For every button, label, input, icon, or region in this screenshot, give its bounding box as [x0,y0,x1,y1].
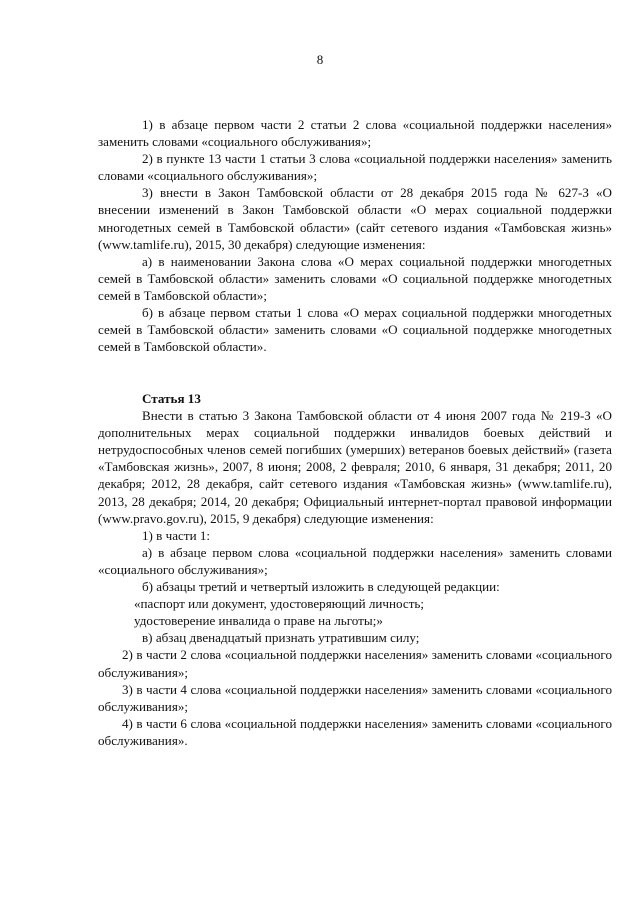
article-intro: Внести в статью 3 Закона Тамбовской области от 4 июня 2007 года № 219-З «О дополнительных мерах социальной поддержки инвалидов боевых действий и нетрудоспособных членов семей погибших (умерших) ветеранов боевых действий» (газета «Тамбовская жизнь», 2007, 8 июня; 2008, 2 февраля; 2010, 6 января, 31 декабря; 2011, 20 декабря; 2012, 28 декабря, сайт сетевого издания «Тамбовская жизнь» (www.tamlife.ru), 2013, 28 декабря; 2014, 20 декабря; Официальный интернет-портал правовой информации (www.pravo.gov.ru), 2015, 9 декабря) следующие изменения: [98,408,612,526]
list-subitem-c: в) абзац двенадцатый признать утратившим силу; [142,630,420,646]
article-heading: Статья 13 [142,391,201,406]
paragraph-subitem-a: а) в наименовании Закона слова «О мерах социальной поддержки многодетных семей в Тамбовской области» заменить словами «О социальной поддержке многодетных семей в Тамбовской области»; [98,253,612,303]
page-number: 8 [316,52,324,67]
paragraph-item-2: 2) в пункте 13 части 1 статьи 3 слова «социальной поддержки населения» заменить словами «социального обслуживания»; [98,151,612,184]
list-subitem-b: б) абзацы третий и четвертый изложить в следующей редакции: [142,579,500,595]
paragraph-subitem-b: б) в абзаце первом статьи 1 слова «О мерах социальной поддержки многодетных семей в Тамбовской области» заменить словами «О социальной поддержке многодетных семей в Тамбовской области». [98,305,612,355]
list-item-1: 1) в части 1: [142,527,211,543]
quoted-line-1: «паспорт или документ, удостоверяющий личность; [134,596,425,612]
paragraph-item-1: 1) в абзаце первом части 2 статьи 2 слова «социальной поддержки населения» заменить словами «социального обслуживания»; [98,117,612,150]
list-item-4: 4) в части 6 слова «социальной поддержки населения» заменить словами «социального обслуживания». [98,715,612,748]
list-subitem-a: а) в абзаце первом слова «социальной поддержки населения» заменить словами «социального обслуживания»; [98,544,612,577]
list-item-2: 2) в части 2 слова «социальной поддержки населения» заменить словами «социального обслуживания»; [98,647,612,680]
list-item-3: 3) в части 4 слова «социальной поддержки населения» заменить словами «социального обслуживания»; [98,681,612,714]
quoted-line-2: удостоверение инвалида о праве на льготы;» [134,613,383,629]
article-13-section [98,390,612,749]
amendments-section [98,116,612,355]
paragraph-item-3: 3) внести в Закон Тамбовской области от 28 декабря 2015 года № 627-З «О внесении изменений в Закон Тамбовской области «О мерах социальной поддержки многодетных семей в Тамбовской области» (сайт сетевого издания «Тамбовская жизнь» (www.tamlife.ru), 2015, 30 декабря) следующие изменения: [98,185,612,252]
